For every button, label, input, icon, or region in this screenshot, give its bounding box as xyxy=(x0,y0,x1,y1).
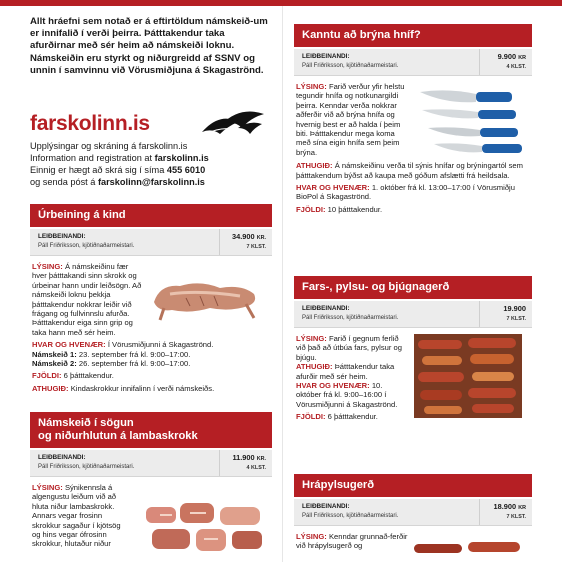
description-label: LÝSING: xyxy=(296,334,327,343)
course-body xyxy=(294,82,532,214)
sausages-image xyxy=(414,334,522,418)
course-body xyxy=(294,334,532,422)
price-value: 34.900 xyxy=(232,232,255,241)
price-value: 18.900 xyxy=(493,502,517,511)
description-label: LÝSING: xyxy=(296,82,327,91)
info-line-3 xyxy=(30,164,272,176)
meta-separator xyxy=(479,49,480,75)
session-1-text: 23. september frá kl. 9:00–17:00. xyxy=(78,349,191,359)
course-meta xyxy=(30,229,272,256)
note-label: ATHUGIÐ: xyxy=(32,383,69,393)
website-link[interactable]: farskolinn.is xyxy=(154,153,209,163)
course-description xyxy=(296,334,404,362)
course-hnifur xyxy=(294,24,532,214)
instructor-label: LEIÐBEINANDI: xyxy=(38,233,86,240)
price-unit: KR xyxy=(518,505,526,511)
price-value: 19.900 xyxy=(503,304,526,313)
brand-logo xyxy=(30,106,272,140)
course-meta xyxy=(294,49,532,76)
description-text: Farið verður yfir helstu tegundir hnífa og notkunargildi þeirra. Kenndar verða nokkrar aðferðir við að brýna hnífa og hvernig best er að halda í þeim biti. Þátttakendur mega koma með sína eigin hnífa sem þeim brýna. xyxy=(296,82,405,157)
count-label: FJÖLDI: xyxy=(296,204,326,214)
course-note xyxy=(296,161,532,180)
count-text: 6 þátttakendur. xyxy=(63,371,114,381)
course-count xyxy=(32,371,272,380)
price-value: 9.900 xyxy=(497,52,517,61)
instructor-name: Páll Friðriksson, kjötiðnaðarmeistari. xyxy=(302,63,399,69)
info-line-1: Upplýsingar og skráning á farskolinn.is xyxy=(30,141,188,151)
knives-image xyxy=(418,84,528,162)
course-meta xyxy=(30,450,272,477)
course-hours: 7 KLST. xyxy=(246,244,266,250)
course-title: Hrápylsugerð xyxy=(294,474,532,497)
course-pylsugerd xyxy=(294,276,532,422)
meta-separator xyxy=(479,499,480,525)
session-1 xyxy=(32,350,272,359)
price-unit: KR. xyxy=(256,235,266,241)
note-text: Þátttakendur taka afurðir með sér heim. xyxy=(296,362,395,381)
when-label: HVAR OG HVENÆR: xyxy=(296,183,370,193)
course-sogun xyxy=(30,412,272,549)
description-label: LÝSING: xyxy=(32,483,63,492)
description-label: LÝSING: xyxy=(296,532,327,541)
description-label: LÝSING: xyxy=(32,262,63,271)
info-line-3-text: Einnig er hægt að skrá sig í síma xyxy=(30,165,167,175)
email-link[interactable]: farskolinn@farskolinn.is xyxy=(97,177,205,187)
count-text: 10 þátttakendur. xyxy=(327,204,383,214)
lamb-carcass-image xyxy=(150,272,262,322)
when-label: HVAR OG HVENÆR: xyxy=(296,381,370,391)
info-line-4-text: og senda póst á xyxy=(30,177,98,187)
when-text: 1. október frá kl. 13:00–17:00 í Vörusmiðju BioPol á Skagaströnd. xyxy=(296,183,515,202)
course-location xyxy=(296,183,532,202)
course-hours: 7 KLST. xyxy=(506,514,526,520)
instructor-name: Páll Friðriksson, kjötiðnaðarmeistari. xyxy=(302,513,399,519)
course-location xyxy=(32,340,272,349)
count-label: FJÖLDI: xyxy=(296,412,326,422)
description-text: Á námskeiðinu fær hver þátttakandi sinn skrokk og úrbeinar hann undir leiðsögn. Að námskeiði loknu þekkja þátttakendur nokkrar leiðir við frágang og fullvinnslu afurða. Þátttakendur eiga sinn grip og taka hann með sér heim. xyxy=(32,262,142,337)
instructor-name: Páll Friðriksson, kjötiðnaðarmeistari. xyxy=(38,464,135,470)
session-1-label: Námskeið 1: xyxy=(32,349,77,359)
course-price xyxy=(503,304,526,313)
info-line-4 xyxy=(30,176,272,188)
price-unit: KR xyxy=(518,55,526,61)
course-meta xyxy=(294,499,532,526)
when-text: Í Vörusmiðjunni á Skagaströnd. xyxy=(107,340,214,350)
count-text: 6 þátttakendur. xyxy=(327,412,378,422)
instructor-name: Páll Friðriksson, kjötiðnaðarmeistari. xyxy=(302,315,399,321)
course-hours: 7 KLST. xyxy=(506,316,526,322)
description-text: Farið í gegnum ferlið við það að útbúa fars, pylsur og bjúgu. xyxy=(296,334,402,362)
phone-number[interactable]: 455 6010 xyxy=(166,165,206,175)
course-hours: 4 KLST. xyxy=(506,64,526,70)
course-price xyxy=(232,453,266,462)
course-location xyxy=(296,381,404,409)
course-body xyxy=(294,532,532,551)
column-divider xyxy=(282,6,283,562)
course-meta xyxy=(294,301,532,328)
flying-books-logo-icon xyxy=(198,106,268,138)
when-label: HVAR OG HVENÆR: xyxy=(32,340,106,350)
course-body xyxy=(30,483,272,549)
top-accent-bar xyxy=(0,0,562,6)
brand-name: farskolinn.is xyxy=(30,112,150,135)
instructor-name: Páll Friðriksson, kjötiðnaðarmeistari. xyxy=(38,243,135,249)
description-text: Kenndar grunnað-ferðir við hrápylsugerð og xyxy=(296,532,408,551)
course-description xyxy=(32,262,144,337)
when-text: 10. október frá kl. 9:00–16:00 í Vörusmiðjunni á Skagaströnd. xyxy=(296,381,398,409)
meta-separator xyxy=(219,229,220,255)
course-price xyxy=(498,52,526,61)
description-text: Sýnikennsla á algengustu leiðum við að hluta niður lambaskrokk. Annars vegar frosinn skrokkur sagaður í kjötsög og hins vegar ófrosinn skrokkur, hlutaður niður xyxy=(32,483,121,549)
instructor-label: LEIÐBEINANDI: xyxy=(302,53,350,60)
course-count xyxy=(296,205,532,214)
session-2 xyxy=(32,359,272,368)
course-description xyxy=(296,82,408,157)
info-line-2-text: Information and registration at xyxy=(30,153,155,163)
note-text: Á námskeiðinu verða til sýnis hnífar og brýningartól sem þátttakendum býðst að kaupa með góðum afslætti frá heildsala. xyxy=(296,161,523,180)
price-unit: KR. xyxy=(256,456,266,462)
intro-text: Allt hráefni sem notað er á eftirtöldum námskeið-um er innifalið í verði þeirra. Þátttakendur taka afurðirnar með sér heim að námskeiði loknu. Námskeiðin eru styrkt og niðurgreidd af SSNV og unnin í samvinnu við Vörusmiðjuna á Skagaströnd. xyxy=(30,16,268,76)
course-price xyxy=(494,502,526,511)
course-urbeining xyxy=(30,204,272,393)
instructor-label: LEIÐBEINANDI: xyxy=(38,454,86,461)
instructor-label: LEIÐBEINANDI: xyxy=(302,305,350,312)
info-line-2 xyxy=(30,152,272,164)
course-description xyxy=(32,483,128,549)
count-label: FJÖLDI: xyxy=(32,371,62,381)
registration-info xyxy=(30,140,272,188)
course-price xyxy=(232,232,266,241)
course-note xyxy=(296,362,404,381)
note-label: ATHUGIÐ: xyxy=(296,362,333,372)
course-note xyxy=(32,384,272,393)
price-value: 11.900 xyxy=(232,453,255,462)
course-description xyxy=(296,532,408,551)
course-title-line-2: og niðurhlutun á lambaskrokk xyxy=(38,430,198,442)
instructor-label: LEIÐBEINANDI: xyxy=(302,503,350,510)
note-label: ATHUGIÐ: xyxy=(296,161,333,171)
note-text: Kindaskrokkur innifalinn í verði námskeiðs. xyxy=(70,383,215,393)
course-title: Kanntu að brýna hníf? xyxy=(294,24,532,47)
course-title: Fars-, pylsu- og bjúgnagerð xyxy=(294,276,532,299)
dried-sausage-image xyxy=(414,540,524,554)
session-2-text: 26. september frá kl. 9:00–17:00. xyxy=(78,359,191,369)
session-2-label: Námskeið 2: xyxy=(32,359,77,369)
course-title-line-1: Námskeið í sögun xyxy=(38,417,134,429)
course-body xyxy=(30,262,272,393)
course-title xyxy=(30,412,272,448)
lamb-cuts-image xyxy=(140,499,268,559)
meta-separator xyxy=(479,301,480,327)
course-hrapylsugerd xyxy=(294,474,532,551)
course-title: Úrbeining á kind xyxy=(30,204,272,227)
course-hours: 4 KLST. xyxy=(246,465,266,471)
meta-separator xyxy=(219,450,220,476)
